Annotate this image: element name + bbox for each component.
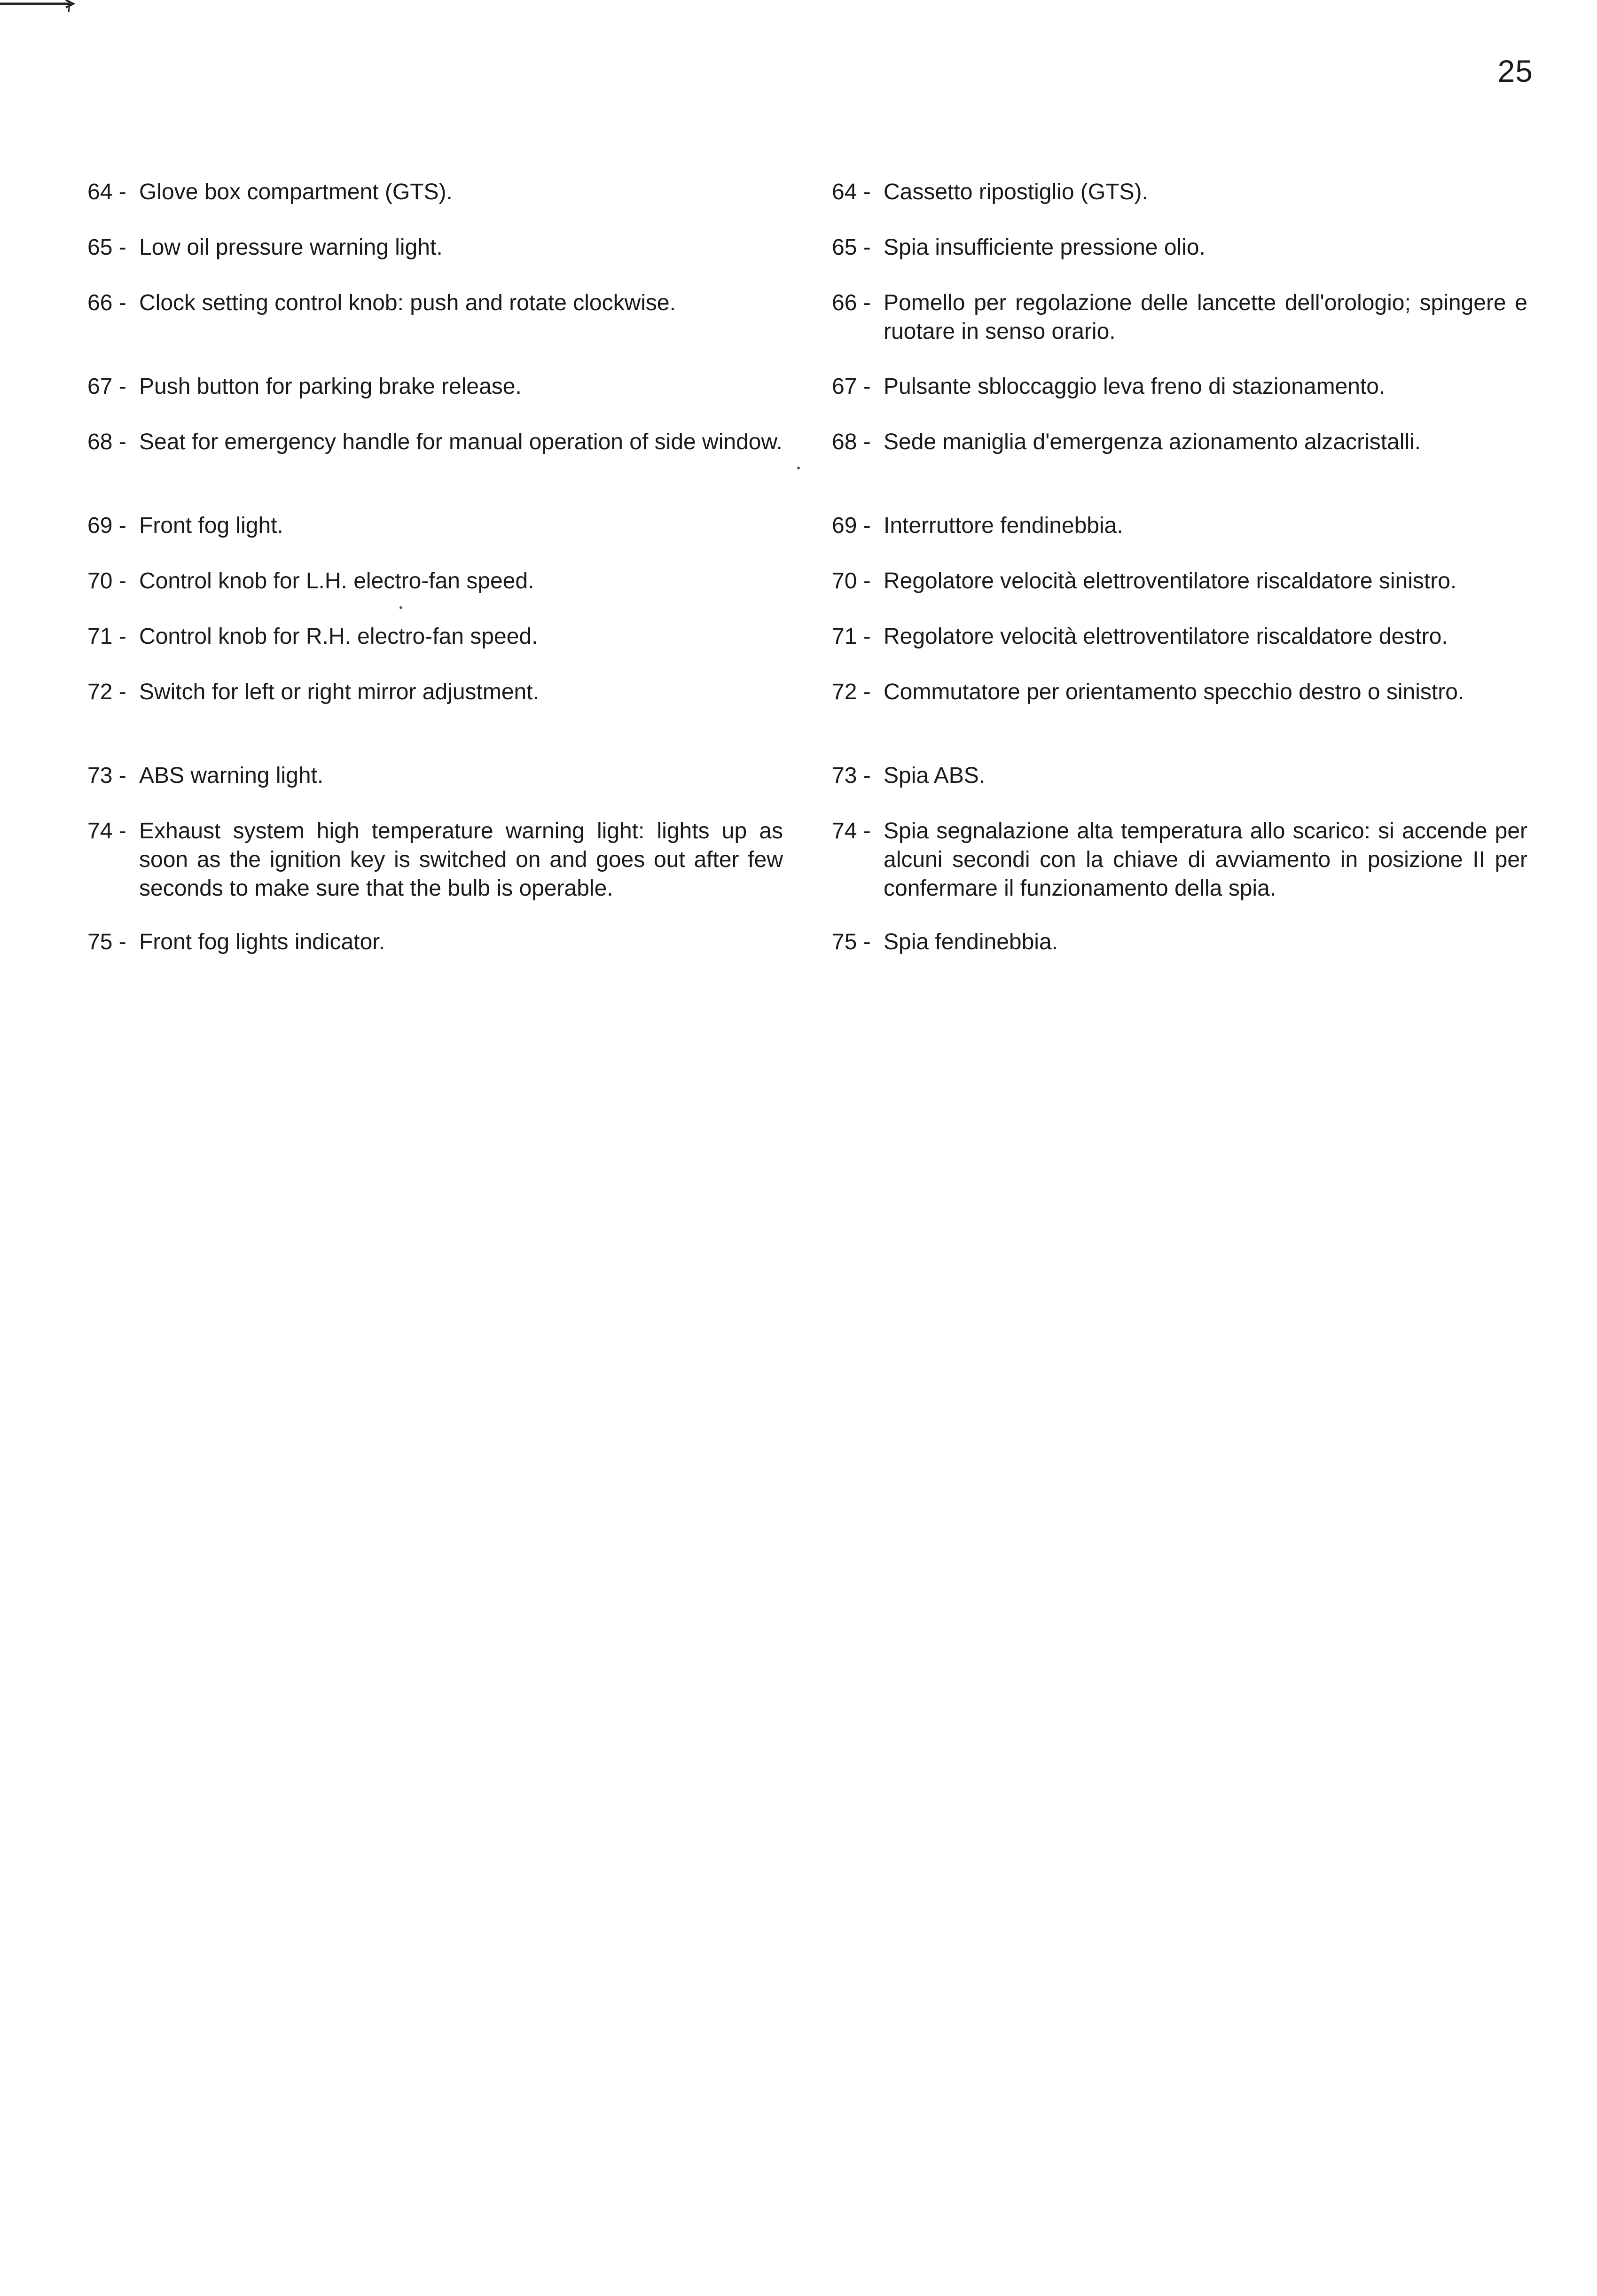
item-text: Control knob for L.H. electro-fan speed. bbox=[139, 569, 534, 594]
item-text: Seat for emergency handle for manual operation of side window. bbox=[139, 430, 783, 454]
list-item bbox=[87, 761, 783, 790]
list-item bbox=[87, 428, 783, 456]
item-number: 68 - bbox=[87, 430, 126, 454]
item-number: 67 - bbox=[832, 374, 871, 399]
item-text: Regolatore velocità elettroventilatore riscaldatore destro. bbox=[884, 624, 1448, 649]
list-item bbox=[832, 511, 1527, 540]
item-text: Spia ABS. bbox=[884, 763, 986, 788]
item-number: 69 - bbox=[87, 513, 126, 538]
list-item bbox=[87, 567, 783, 595]
item-text: Cassetto ripostiglio (GTS). bbox=[884, 180, 1148, 204]
item-number: 75 - bbox=[87, 929, 126, 954]
item-number: 65 - bbox=[832, 235, 871, 260]
list-item bbox=[832, 428, 1527, 456]
item-number: 72 - bbox=[87, 679, 126, 704]
item-number: 64 - bbox=[87, 180, 126, 204]
item-text: Regolatore velocità elettroventilatore riscaldatore sinistro. bbox=[884, 569, 1457, 594]
item-text: ABS warning light. bbox=[139, 763, 324, 788]
item-number: 66 - bbox=[87, 290, 126, 315]
list-item bbox=[87, 289, 783, 317]
corner-arrow-mark bbox=[0, 0, 85, 19]
item-number: 71 - bbox=[832, 624, 871, 649]
item-text: Exhaust system high temperature warning light: lights up as soon as the ignition key is switched on and goes out after few seconds to make sure that the bulb is operable. bbox=[139, 819, 783, 901]
item-number: 75 - bbox=[832, 929, 871, 954]
list-item bbox=[832, 761, 1527, 790]
item-number: 64 - bbox=[832, 180, 871, 204]
scan-speck bbox=[399, 606, 402, 609]
item-text: Control knob for R.H. electro-fan speed. bbox=[139, 624, 538, 649]
item-text: Switch for left or right mirror adjustment. bbox=[139, 679, 539, 704]
item-number: 65 - bbox=[87, 235, 126, 260]
list-item bbox=[87, 928, 783, 956]
item-text: Low oil pressure warning light. bbox=[139, 235, 443, 260]
item-number: 74 - bbox=[832, 819, 871, 843]
item-number: 72 - bbox=[832, 679, 871, 704]
item-text: Front fog lights indicator. bbox=[139, 929, 385, 954]
list-item bbox=[87, 622, 783, 651]
item-number: 70 - bbox=[832, 569, 871, 594]
item-text: Commutatore per orientamento specchio destro o sinistro. bbox=[884, 679, 1464, 704]
page-number: 25 bbox=[1497, 54, 1533, 88]
item-text: Clock setting control knob: push and rotate clockwise. bbox=[139, 290, 676, 315]
list-item bbox=[832, 622, 1527, 651]
item-text: Pomello per regolazione delle lancette dell'orologio; spingere e ruotare in senso orario. bbox=[884, 290, 1527, 344]
item-number: 74 - bbox=[87, 819, 126, 843]
item-text: Pulsante sbloccaggio leva freno di stazionamento. bbox=[884, 374, 1386, 399]
list-item bbox=[832, 567, 1527, 595]
item-text: Spia fendinebbia. bbox=[884, 929, 1058, 954]
item-text: Push button for parking brake release. bbox=[139, 374, 522, 399]
item-text: Interruttore fendinebbia. bbox=[884, 513, 1123, 538]
list-item bbox=[832, 678, 1527, 706]
item-text: Spia segnalazione alta temperatura allo scarico: si accende per alcuni secondi con la chiave di avviamento in posizione II per confermare il funzionamento della spia. bbox=[884, 819, 1527, 901]
list-item bbox=[87, 678, 783, 706]
item-number: 66 - bbox=[832, 290, 871, 315]
item-number: 67 - bbox=[87, 374, 126, 399]
item-number: 70 - bbox=[87, 569, 126, 594]
italian-column bbox=[832, 0, 1527, 2296]
list-item bbox=[87, 178, 783, 206]
list-item bbox=[87, 372, 783, 401]
list-item bbox=[832, 817, 1527, 903]
list-item bbox=[832, 233, 1527, 262]
item-text: Glove box compartment (GTS). bbox=[139, 180, 453, 204]
list-item bbox=[87, 233, 783, 262]
item-number: 73 - bbox=[832, 763, 871, 788]
list-item bbox=[87, 511, 783, 540]
list-item bbox=[832, 928, 1527, 956]
item-text: Sede maniglia d'emergenza azionamento alzacristalli. bbox=[884, 430, 1421, 454]
list-item bbox=[832, 289, 1527, 346]
item-text: Front fog light. bbox=[139, 513, 283, 538]
item-number: 68 - bbox=[832, 430, 871, 454]
list-item bbox=[87, 817, 783, 903]
list-item bbox=[832, 178, 1527, 206]
item-number: 69 - bbox=[832, 513, 871, 538]
item-text: Spia insufficiente pressione olio. bbox=[884, 235, 1206, 260]
item-number: 71 - bbox=[87, 624, 126, 649]
english-column bbox=[87, 0, 783, 2296]
scan-speck bbox=[797, 467, 800, 469]
list-item bbox=[832, 372, 1527, 401]
item-number: 73 - bbox=[87, 763, 126, 788]
